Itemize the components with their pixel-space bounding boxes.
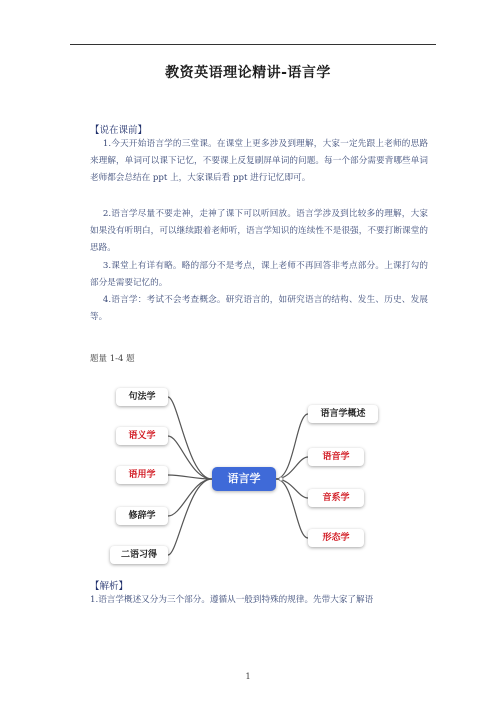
node-linguistics-overview: 语言学概述 (308, 405, 378, 423)
branch-right-3 (276, 479, 308, 498)
header-rule (70, 44, 436, 45)
analysis-heading: 【解析】 (90, 581, 129, 592)
branch-left-1 (168, 397, 212, 479)
intro-paragraph-3: 3.课堂上有详有略。略的部分不是考点，课上老师不再回答非考点部分。上课打勾的部分是需要记忆的。 (90, 261, 428, 288)
branch-left-2 (168, 436, 212, 479)
page-number: 1 (245, 672, 251, 681)
page-title: 教资英语理论精讲-语言学 (165, 65, 331, 81)
question-count-caption: 题量 1-4 题 (90, 354, 135, 364)
intro-heading: 【说在课前】 (90, 125, 148, 136)
node-phonology: 音系学 (308, 489, 364, 507)
node-phonetics: 语音学 (308, 448, 364, 466)
node-pragmatics: 语用学 (116, 466, 168, 484)
branch-right-1 (276, 414, 308, 479)
analysis-paragraph: 1.语言学概述又分为三个部分。遵循从一般到特殊的规律。先带大家了解语 (90, 595, 374, 605)
branch-left-5 (168, 479, 212, 555)
node-linguistics-center: 语言学 (212, 467, 276, 491)
node-semantics: 语义学 (116, 427, 168, 445)
branch-right-2 (276, 457, 308, 479)
node-rhetoric: 修辞学 (116, 507, 168, 525)
node-morphology: 形态学 (308, 529, 364, 547)
branch-left-4 (168, 479, 212, 516)
mind-map (108, 380, 366, 572)
node-syntax: 句法学 (116, 388, 168, 406)
intro-paragraph-1: 1.今天开始语言学的三堂课。在课堂上更多涉及到理解，大家一定先跟上老师的思路来理解，单词可以课下记忆，不要课上反复刷屏单词的问题。每一个部分需要背哪些单词老师都会总结在 ppt 上，大家课后看 ppt 进行记忆即可。 (90, 139, 428, 183)
intro-paragraph-2: 2.语言学尽量不要走神，走神了课下可以听回放。语言学涉及到比较多的理解，大家如果没有听明白，可以继续跟着老师听，语言学知识的连续性不是很强，不要打断课堂的思路。 (90, 209, 428, 253)
node-second-language-acquisition: 二语习得 (110, 546, 168, 564)
branch-right-4 (276, 479, 308, 538)
intro-paragraph-4: 4.语言学：考试不会考查概念。研究语言的，如研究语言的结构、发生、历史、发展等。 (90, 295, 428, 322)
